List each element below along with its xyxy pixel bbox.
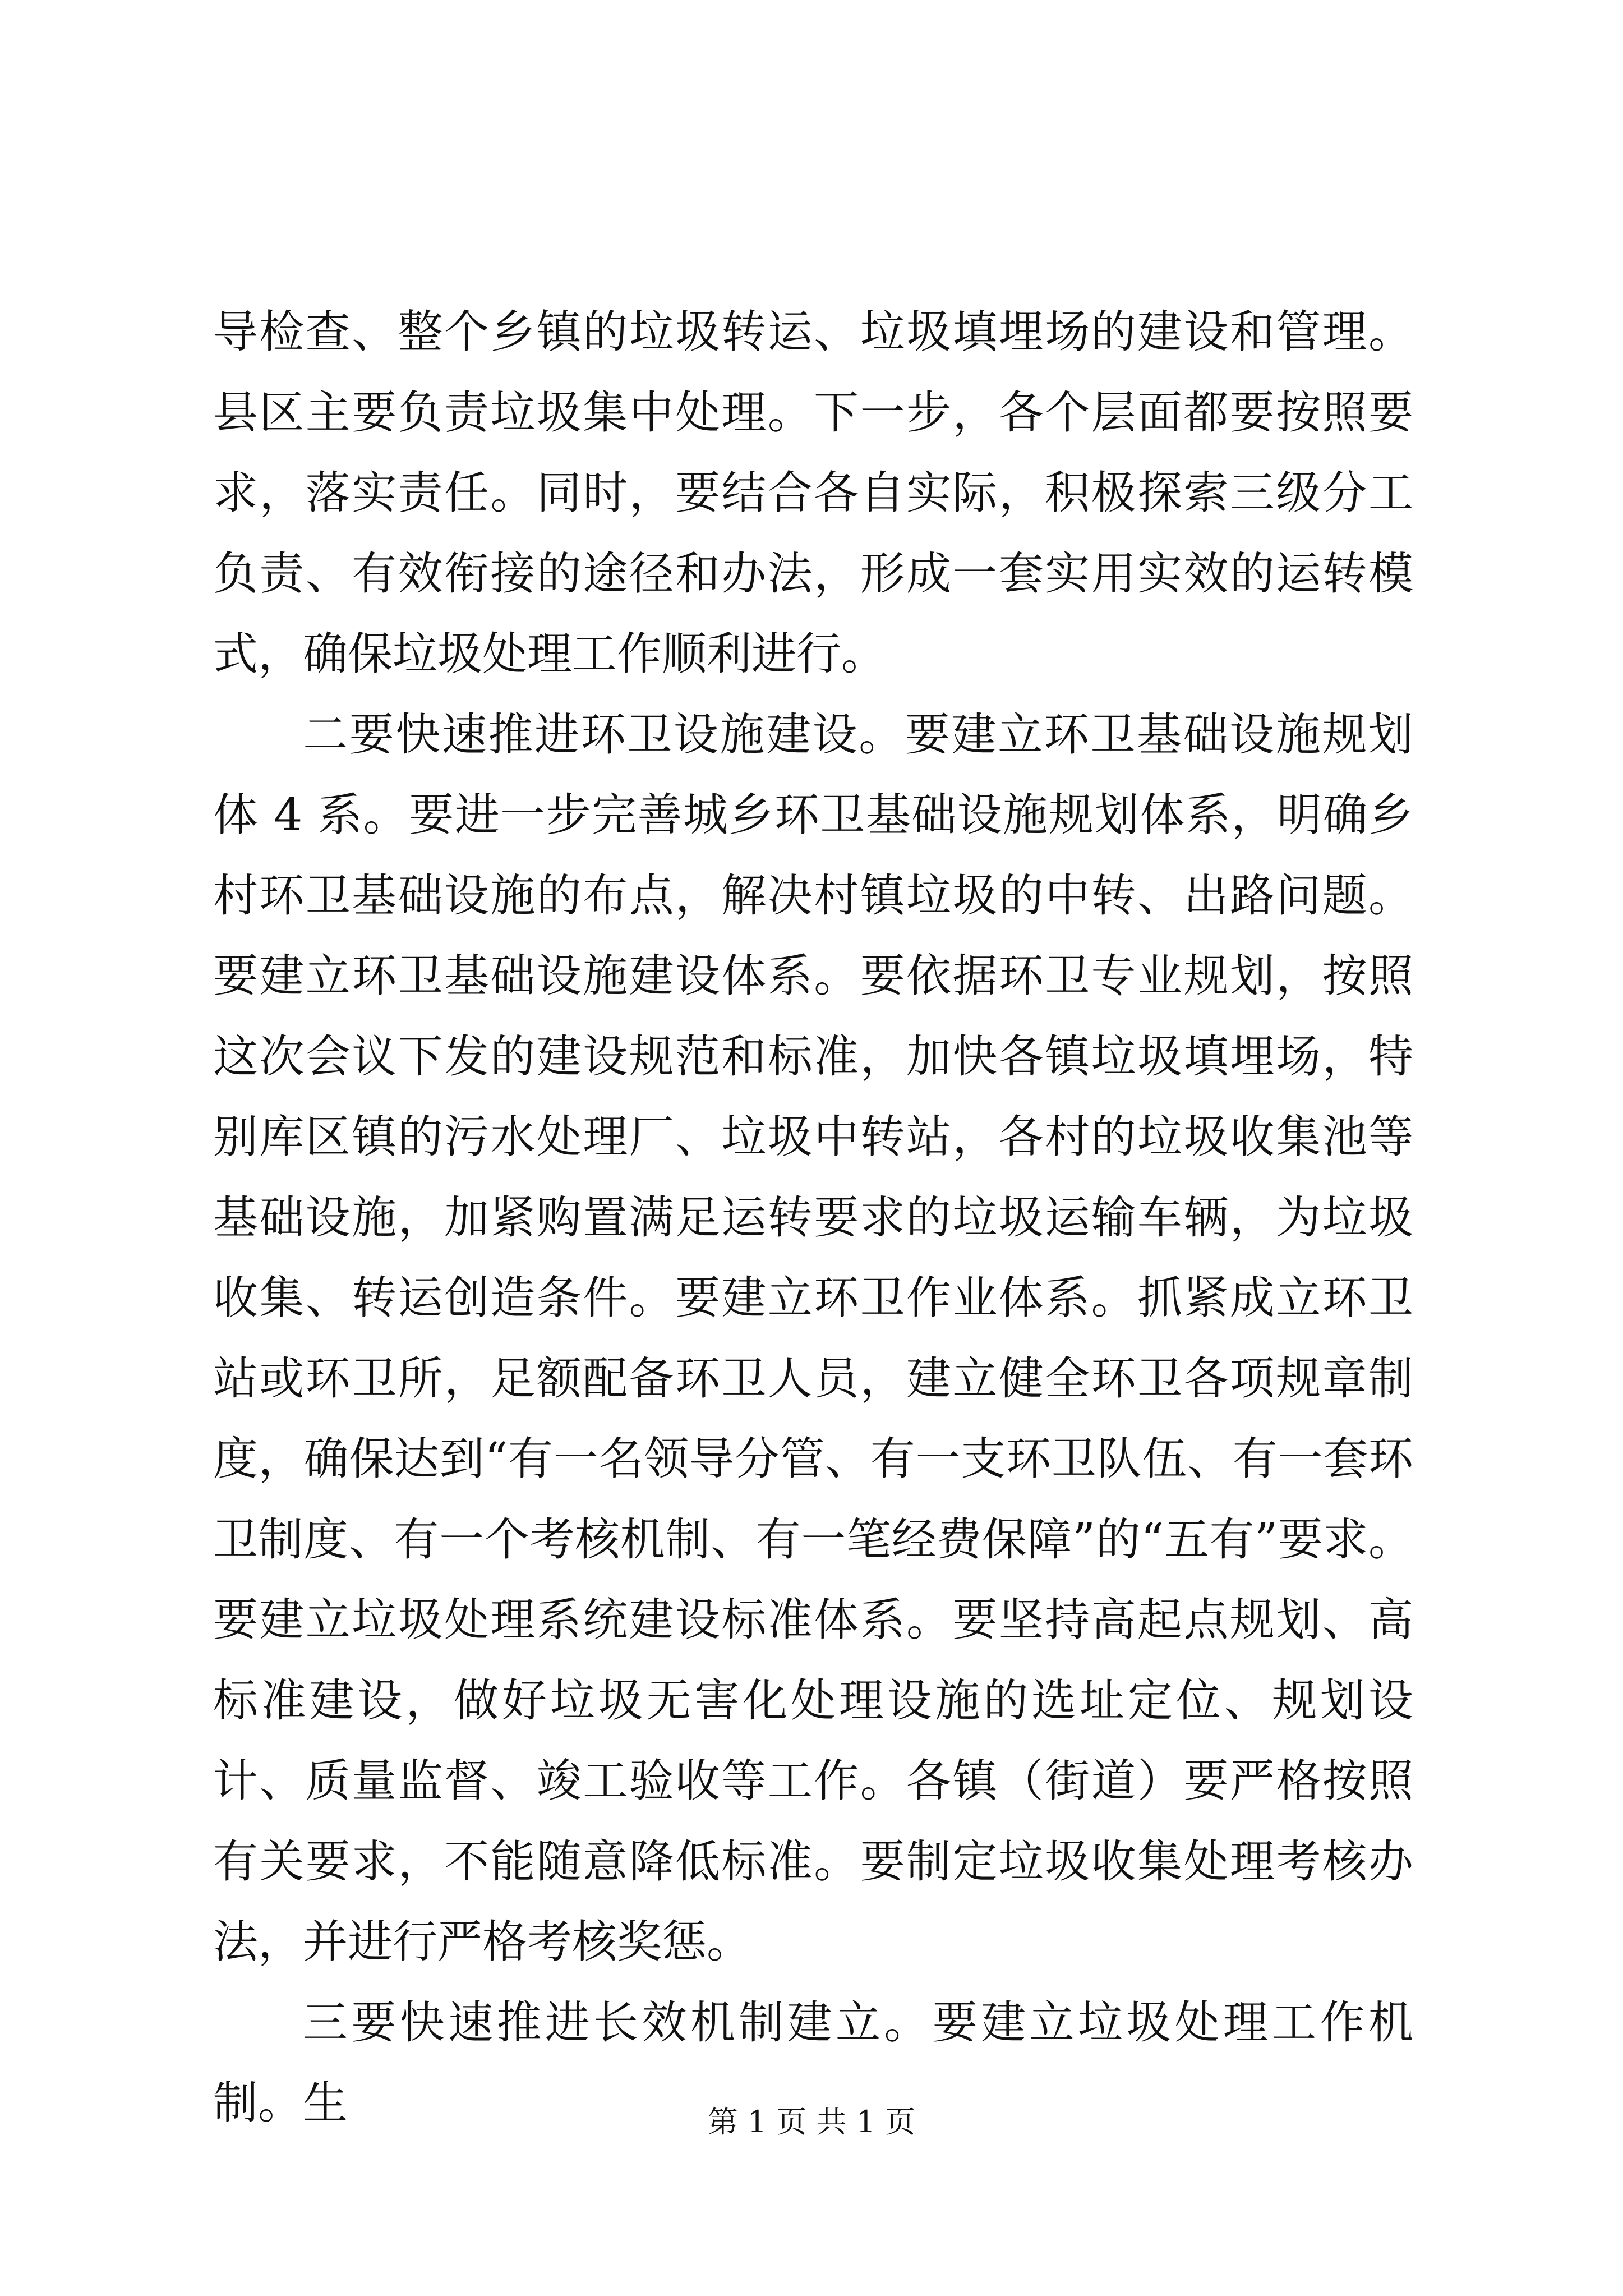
page-footer: 第 1 页 共 1 页 <box>707 2104 916 2139</box>
paragraph-2: 二要快速推进环卫设施建设。要建立环卫基础设施规划体 4 系。要进一步完善城乡环卫基础设施规划体系，明确乡村环卫基础设施的布点，解决村镇垃圾的中转、出路问题。要建立环卫基础设施建设体系。要依据环卫专业规划，按照这次会议下发的建设规范和标准，加快各镇垃圾填埋场，特别库区镇的污水处理厂、垃圾中转站，各村的垃圾收集池等基础设施，加紧购置满足运转要求的垃圾运输车辆，为垃圾收集、转运创造条件。要建立环卫作业体系。抓紧成立环卫站或环卫所，足额配备环卫人员，建立健全环卫各项规章制度，确保达到“有一名领导分管、有一支环卫队伍、有一套环卫制度、有一个考核机制、有一笔经费保障”的“五有”要求。要建立垃圾处理系统建设标准体系。要坚持高起点规划、高标准建设，做好垃圾无害化处理设施的选址定位、规划设计、质量监督、竣工验收等工作。各镇（街道）要严格按照有关要求，不能随意降低标准。要制定垃圾收集处理考核办法，并进行严格考核奖惩。 <box>213 708 1413 1968</box>
paragraph-3: 三要快速推进长效机制建立。要建立垃圾处理工作机制。生 <box>213 1996 1413 2129</box>
paragraph-1: 导检查、整个乡镇的垃圾转运、垃圾填埋场的建设和管理。县区主要负责垃圾集中处理。下一步，各个层面都要按照要求，落实责任。同时，要结合各自实际，积极探索三级分工负责、有效衔接的途径和办法，形成一套实用实效的运转模式，确保垃圾处理工作顺利进行。 <box>213 306 1413 680</box>
document-body <box>213 292 1413 2143</box>
